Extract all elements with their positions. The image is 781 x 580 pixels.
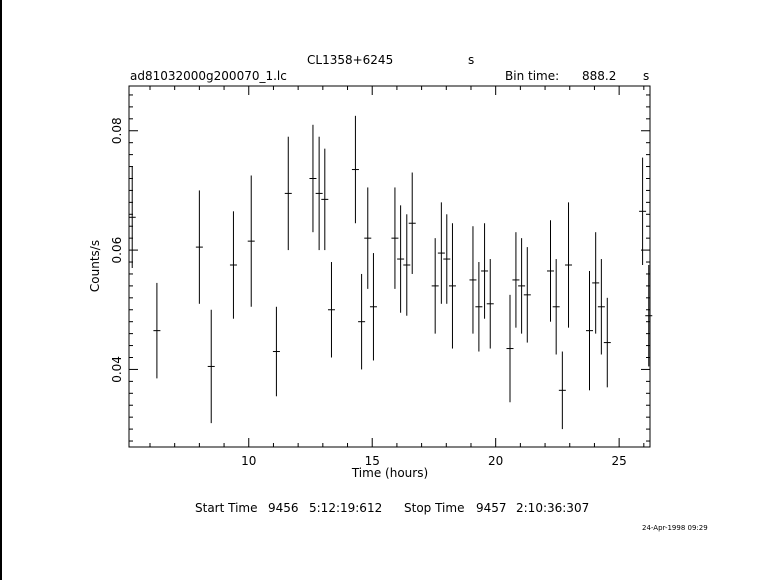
stop-time-label: Stop Time xyxy=(404,501,465,515)
file-name: ad81032000g200070_1.lc xyxy=(130,69,287,83)
x-tick-label: 20 xyxy=(488,454,504,468)
object-title: CL1358+6245 xyxy=(307,53,394,67)
x-tick-label: 10 xyxy=(241,454,257,468)
date-stamp: 24-Apr-1998 09:29 xyxy=(642,524,708,532)
y-tick-label: 0.04 xyxy=(110,356,124,383)
y-tick-label: 0.06 xyxy=(110,236,124,264)
data-points xyxy=(129,116,653,429)
bin-time-label: Bin time: xyxy=(505,69,560,83)
bin-time-unit: s xyxy=(643,69,650,83)
x-axis-label: Time (hours) xyxy=(351,466,429,480)
x-tick-label: 25 xyxy=(611,454,627,468)
x-tick-label: 15 xyxy=(364,454,380,468)
start-time-label: Start Time xyxy=(195,501,258,515)
stop-time-day: 9457 xyxy=(476,501,507,515)
stop-time-value: 2:10:36:307 xyxy=(516,501,590,515)
start-time-day: 9456 xyxy=(268,501,299,515)
y-axis-label: Counts/s xyxy=(88,239,102,293)
bin-time-value: 888.2 xyxy=(582,69,617,83)
plot-frame xyxy=(129,86,650,447)
start-time-value: 5:12:19:612 xyxy=(309,501,383,515)
object-unit: s xyxy=(468,53,475,67)
y-tick-label: 0.08 xyxy=(110,117,124,145)
